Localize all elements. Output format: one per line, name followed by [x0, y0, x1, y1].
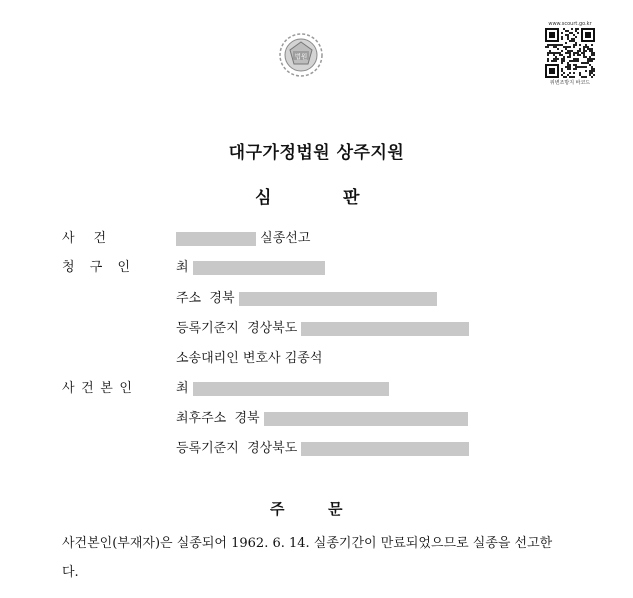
order-text-line-1: 사건본인(부재자)은 실종되어 1962. 6. 14. 실종기간이 만료되었으므로 실종을 선고한: [62, 536, 553, 551]
subject-label: 사 건 본 인: [62, 381, 132, 396]
redacted-block: [264, 412, 468, 426]
case-value: [176, 231, 310, 247]
court-name: 대구가정법원 상주지원: [228, 143, 405, 163]
seal-text: 법원: [294, 52, 308, 61]
redacted-block: [301, 322, 469, 336]
subject-registry: 등록기준지 경상북도: [176, 441, 469, 457]
subject-last-address: 최후주소 경북: [176, 411, 468, 427]
case-type: 실종선고: [260, 231, 311, 246]
qr-caption: 위변조방지 바코드: [549, 80, 591, 86]
court-seal-icon: [278, 30, 324, 80]
subject-name: 최: [176, 381, 389, 397]
qr-url: www.scourt.go.kr: [548, 21, 592, 27]
order-title-char-2: 문: [328, 500, 343, 518]
document-title-char-1: 심: [255, 188, 272, 208]
document-title-char-2: 판: [343, 188, 360, 208]
claimant-attorney: 소송대리인 변호사 김종석: [176, 351, 323, 366]
redacted-block: [176, 232, 256, 246]
verification-qr-code-icon: [545, 28, 595, 78]
redacted-block: [193, 261, 325, 275]
claimant-address: 주소 경북: [176, 291, 437, 307]
claimant-registry: 등록기준지 경상북도: [176, 321, 469, 337]
case-label: 사 건: [62, 231, 106, 246]
order-text-line-2: 다.: [62, 565, 79, 580]
claimant-name: 최: [176, 260, 325, 276]
redacted-block: [193, 382, 389, 396]
redacted-block: [239, 292, 437, 306]
redacted-block: [301, 442, 469, 456]
order-title-char-1: 주: [270, 500, 285, 518]
claimant-label: 청 구 인: [62, 260, 130, 275]
